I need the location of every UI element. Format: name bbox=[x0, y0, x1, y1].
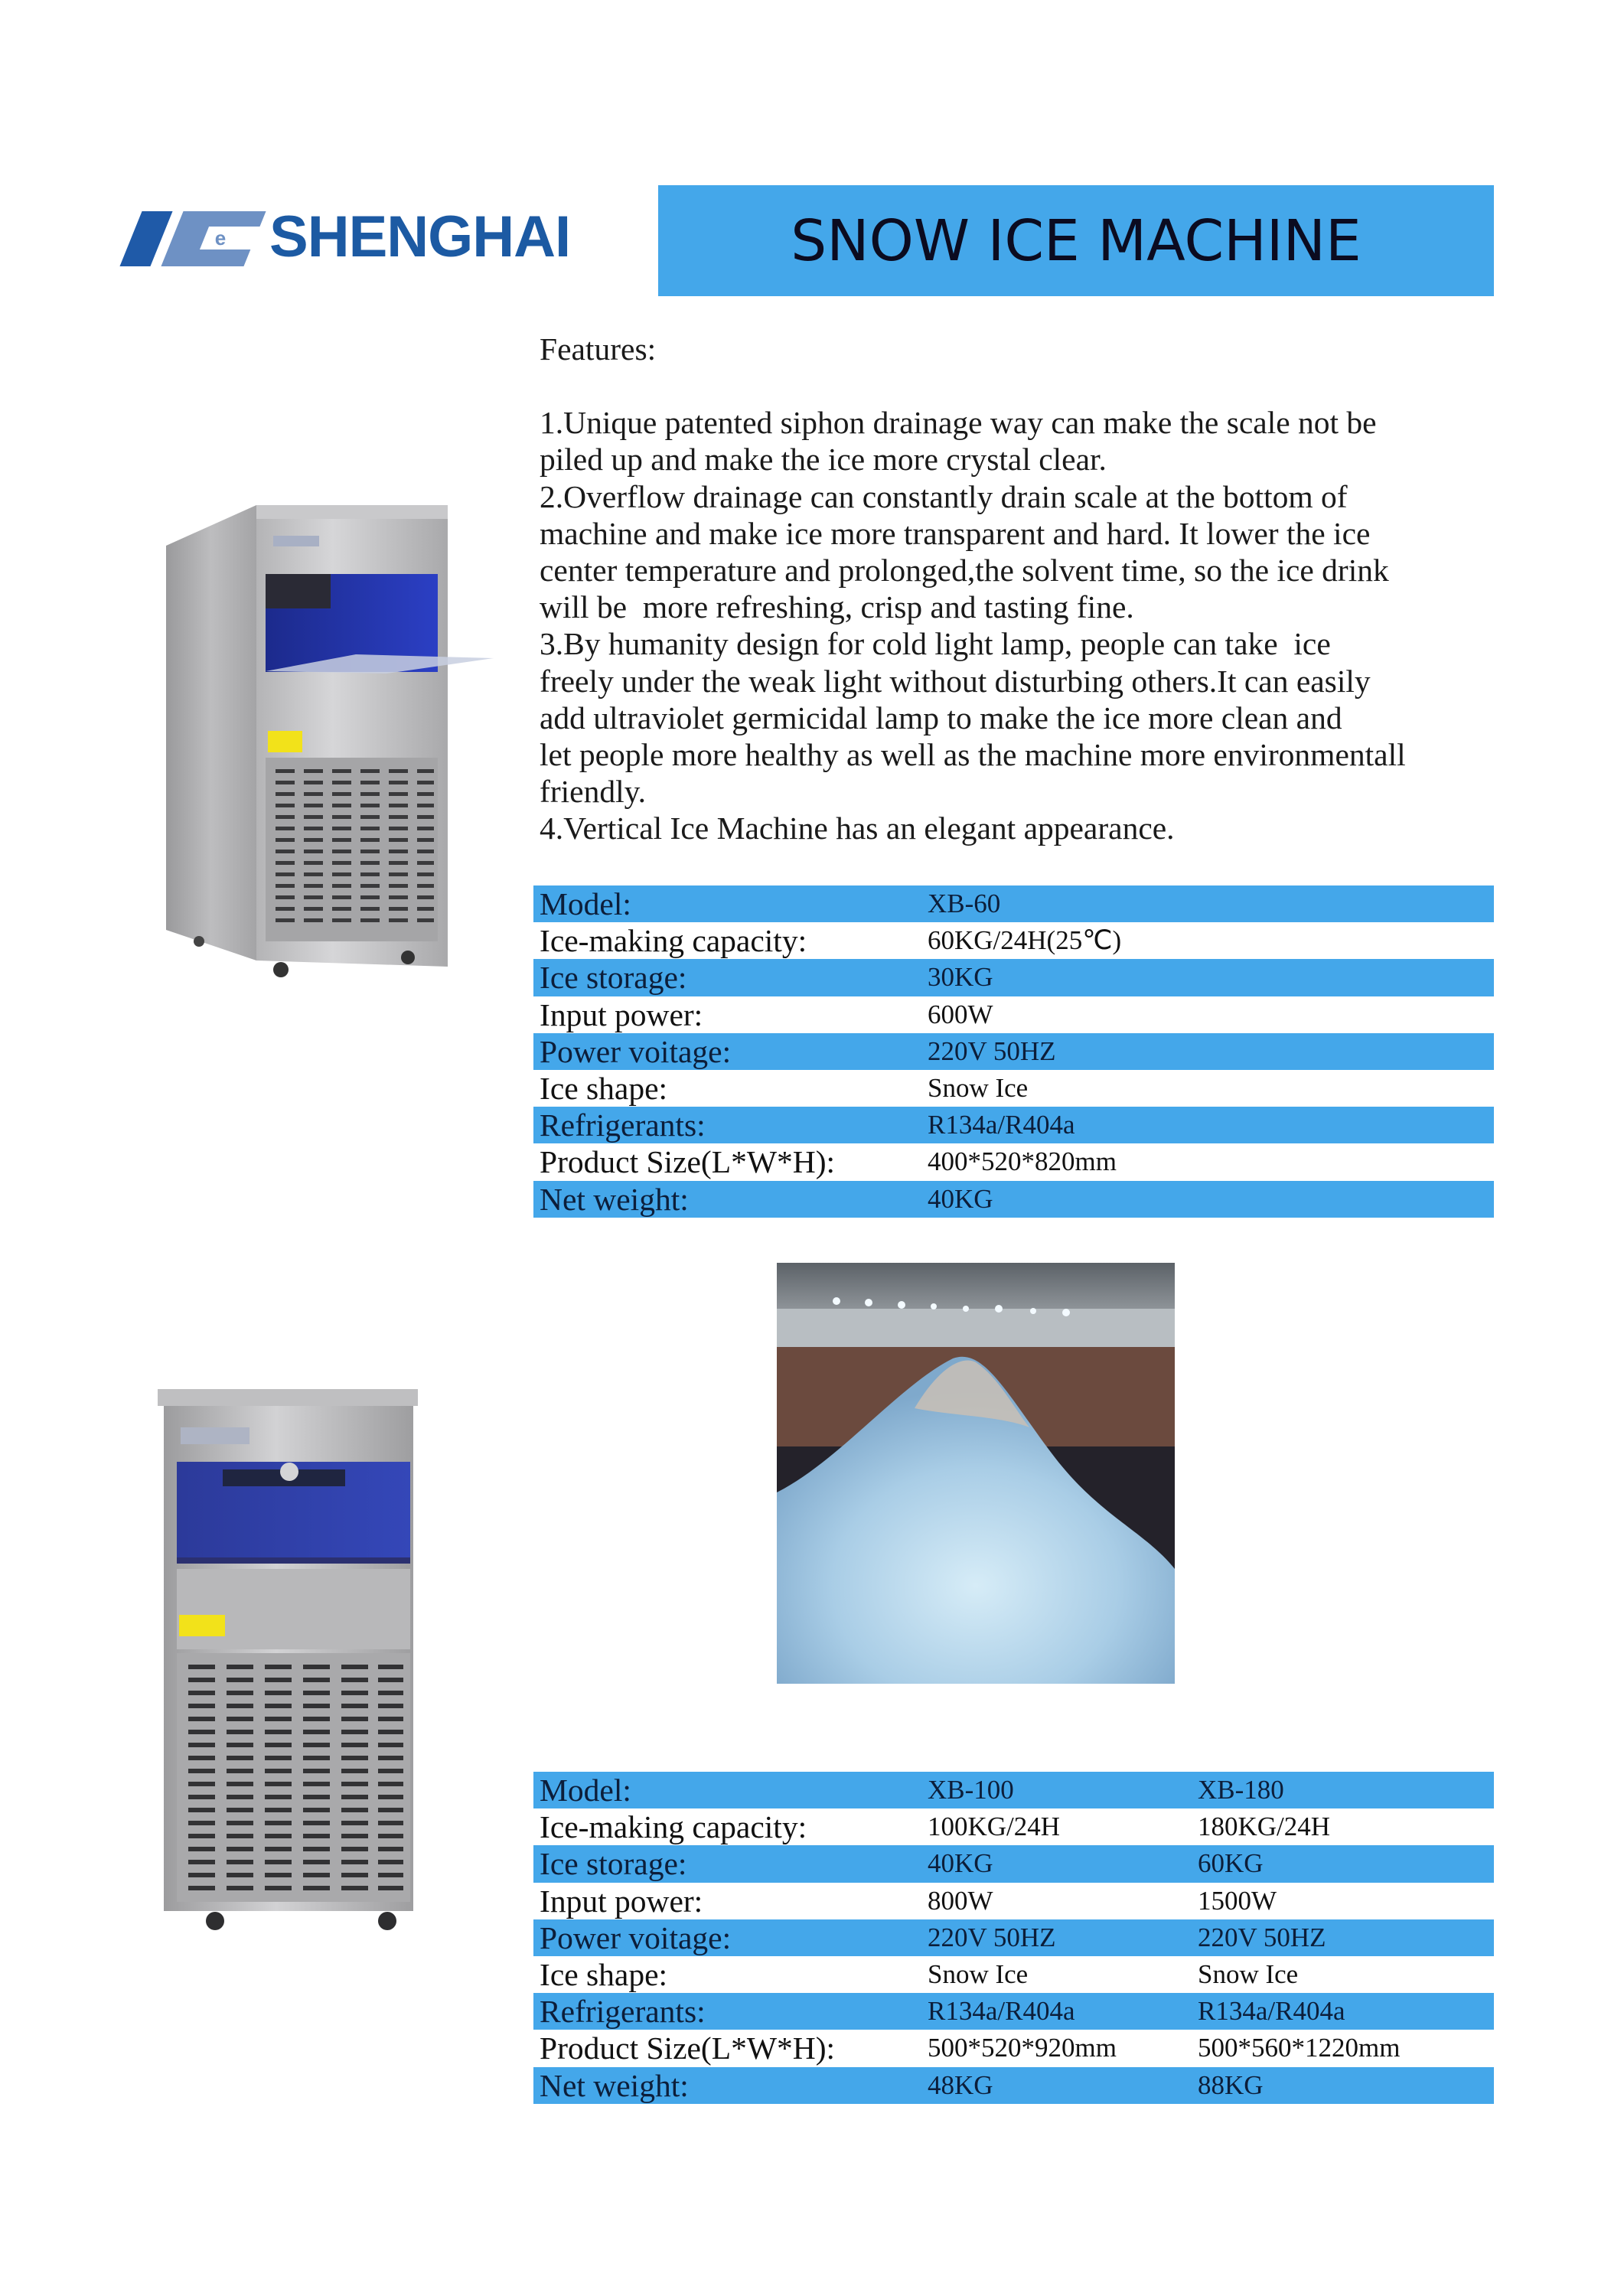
feature-line: let people more healthy as well as the machine more environmentall bbox=[540, 737, 1406, 773]
spec-label: Model: bbox=[540, 1773, 631, 1808]
spec-label: Input power: bbox=[540, 1883, 703, 1919]
spec-value: 40KG bbox=[928, 1183, 993, 1214]
spec-value: 220V 50HZ bbox=[1198, 1922, 1326, 1952]
spec-value: 100KG/24H bbox=[928, 1812, 1061, 1842]
table-row bbox=[533, 1772, 1494, 1808]
table-row bbox=[533, 1107, 1494, 1143]
spec-value: 30KG bbox=[928, 962, 993, 993]
spec-label: Net weight: bbox=[540, 1181, 689, 1217]
table-row bbox=[533, 1993, 1494, 2030]
spec-label: Power voitage: bbox=[540, 1033, 732, 1069]
spec-label: Ice storage: bbox=[540, 960, 687, 996]
spec-value: XB-100 bbox=[928, 1775, 1014, 1805]
table-row bbox=[533, 2030, 1494, 2066]
spec-value: R134a/R404a bbox=[1198, 1996, 1345, 2027]
spec-label: Ice-making capacity: bbox=[540, 923, 807, 959]
feature-line: 4.Vertical Ice Machine has an elegant appearance. bbox=[540, 810, 1175, 846]
spec-label: Refrigerants: bbox=[540, 1107, 706, 1143]
spec-value: R134a/R404a bbox=[928, 1110, 1075, 1140]
table-row bbox=[533, 996, 1494, 1033]
spec-table-xb100-xb180 bbox=[533, 1772, 1494, 2104]
title-banner bbox=[658, 185, 1494, 296]
table-row bbox=[533, 1033, 1494, 1070]
feature-line: 3.By humanity design for cold light lamp, people can take ice bbox=[540, 626, 1331, 662]
spec-value: R134a/R404a bbox=[928, 1996, 1075, 2027]
spec-value: XB-60 bbox=[928, 889, 1001, 919]
features-section bbox=[540, 331, 1504, 847]
spec-value: 60KG bbox=[1198, 1848, 1264, 1879]
feature-line: machine and make ice more transparent and hard. It lower the ice bbox=[540, 515, 1371, 551]
spec-value: 400*520*820mm bbox=[928, 1146, 1117, 1177]
spec-label: Refrigerants: bbox=[540, 1994, 706, 2030]
spec-label: Power voitage: bbox=[540, 1919, 732, 1955]
spec-value: 88KG bbox=[1198, 2069, 1264, 2100]
page-title: SNOW ICE MACHINE bbox=[791, 207, 1361, 274]
spec-value: 48KG bbox=[928, 2069, 993, 2100]
machine-image-xb60 bbox=[157, 501, 494, 983]
logo-mark-icon: e bbox=[125, 207, 259, 268]
spec-value: 500*520*920mm bbox=[928, 2033, 1117, 2063]
spec-label: Ice shape: bbox=[540, 1957, 668, 1993]
spec-label: Product Size(L*W*H): bbox=[540, 1144, 836, 1180]
spec-value: 1500W bbox=[1198, 1885, 1277, 1916]
table-row bbox=[533, 885, 1494, 922]
spec-value: 40KG bbox=[928, 1848, 993, 1879]
feature-line: will be more refreshing, crisp and tasting fine. bbox=[540, 589, 1134, 625]
table-row bbox=[533, 922, 1494, 959]
spec-value: Snow Ice bbox=[928, 1073, 1029, 1104]
feature-line: 1.Unique patented siphon drainage way can make the scale not be bbox=[540, 405, 1377, 441]
feature-line: freely under the weak light without disturbing others.It can easily bbox=[540, 663, 1371, 699]
spec-label: Net weight: bbox=[540, 2067, 689, 2103]
spec-value: 220V 50HZ bbox=[928, 1035, 1056, 1066]
feature-line: friendly. bbox=[540, 774, 647, 810]
table-row bbox=[533, 1883, 1494, 1919]
table-row bbox=[533, 1919, 1494, 1956]
table-row bbox=[533, 2067, 1494, 2104]
features-heading: Features: bbox=[540, 331, 657, 367]
spec-label: Ice-making capacity: bbox=[540, 1809, 807, 1845]
spec-table-xb60 bbox=[533, 885, 1494, 1218]
spec-value: 800W bbox=[928, 1885, 993, 1916]
feature-line: center temperature and prolonged,the solvent time, so the ice drink bbox=[540, 553, 1389, 589]
spec-label: Ice shape: bbox=[540, 1071, 668, 1107]
machine-image-xb100-xb180 bbox=[150, 1385, 419, 1936]
spec-value: Snow Ice bbox=[1198, 1959, 1299, 1990]
feature-line: 2.Overflow drainage can constantly drain scale at the bottom of bbox=[540, 478, 1348, 514]
table-row bbox=[533, 1070, 1494, 1107]
table-row bbox=[533, 1143, 1494, 1180]
spec-value: 220V 50HZ bbox=[928, 1922, 1056, 1952]
spec-label: Model: bbox=[540, 886, 631, 922]
spec-label: Ice storage: bbox=[540, 1846, 687, 1882]
spec-value: 180KG/24H bbox=[1198, 1812, 1331, 1842]
table-row bbox=[533, 1181, 1494, 1218]
spec-value: 600W bbox=[928, 999, 993, 1029]
brand-name: SHENGHAI bbox=[269, 204, 571, 269]
table-row bbox=[533, 1808, 1494, 1845]
spec-label: Product Size(L*W*H): bbox=[540, 2030, 836, 2066]
spec-label: Input power: bbox=[540, 996, 703, 1032]
feature-line: piled up and make the ice more crystal clear. bbox=[540, 442, 1107, 478]
table-row bbox=[533, 1956, 1494, 1993]
spec-value: 500*560*1220mm bbox=[1198, 2033, 1401, 2063]
brand-logo bbox=[125, 203, 584, 272]
table-row bbox=[533, 959, 1494, 996]
spec-value: Snow Ice bbox=[928, 1959, 1029, 1990]
spec-value: 60KG/24H(25℃) bbox=[928, 925, 1122, 956]
feature-line: add ultraviolet germicidal lamp to make the ice more clean and bbox=[540, 700, 1342, 735]
spec-value: XB-180 bbox=[1198, 1775, 1284, 1805]
snow-ice-photo bbox=[777, 1263, 1175, 1684]
table-row bbox=[533, 1845, 1494, 1882]
